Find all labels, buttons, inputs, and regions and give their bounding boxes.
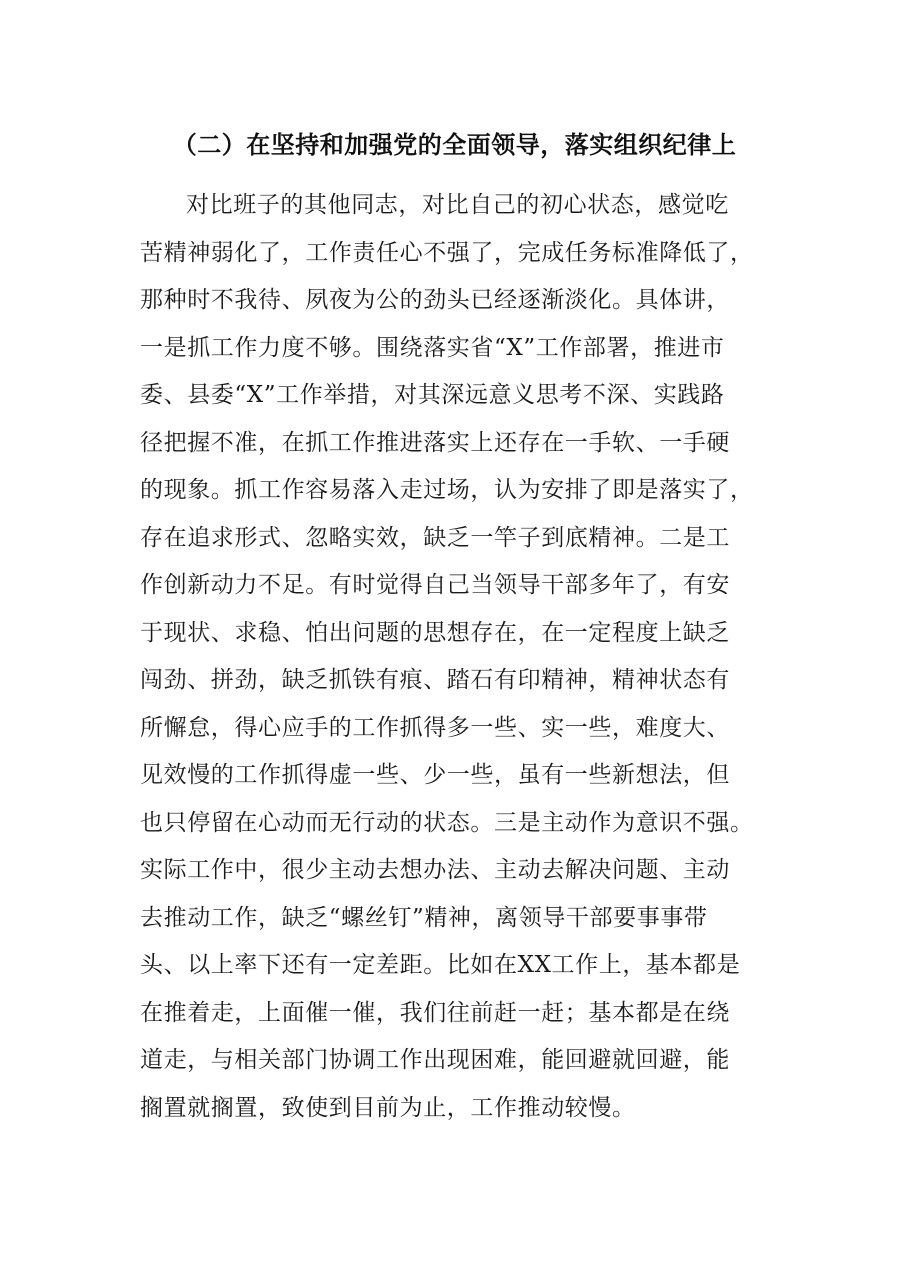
text-line: 径把握不准，在抓工作推进落实上还存在一手软、一手硬 (140, 429, 730, 456)
text-line: 头、以上率下还有一定差距。比如在XX工作上，基本都是 (140, 952, 741, 978)
text-line: 苦精神弱化了，工作责任心不强了，完成任务标准降低了， (140, 239, 754, 266)
text-line: 道走，与相关部门协调工作出现困难，能回避就回避，能 (140, 1047, 730, 1073)
text-line: 于现状、求稳、怕出问题的思想存在，在一定程度上缺乏 (140, 619, 730, 646)
text-line: 作创新动力不足。有时觉得自己当领导干部多年了，有安 (140, 572, 730, 598)
text-line: 委、县委“X”工作举措，对其深远意义思考不深、实践路 (140, 382, 725, 408)
text-line: 存在追求形式、忽略实效，缺乏一竿子到底精神。二是工 (140, 524, 730, 551)
body-paragraph (140, 182, 780, 1132)
text-line: 的现象。抓工作容易落入走过场，认为安排了即是落实了， (140, 477, 754, 503)
text-line: 一是抓工作力度不够。围绕落实省“X”工作部署，推进市 (140, 334, 725, 361)
text-line: 见效慢的工作抓得虚一些、少一些，虽有一些新想法，但 (140, 762, 730, 788)
text-line: 闯劲、拼劲，缺乏抓铁有痕、踏石有印精神，精神状态有 (140, 667, 730, 693)
text-line: 所懈怠，得心应手的工作抓得多一些、实一些，难度大、 (140, 714, 730, 741)
text-line: 对比班子的其他同志，对比自己的初心状态，感觉吃 (186, 192, 729, 218)
text-line: 去推动工作，缺乏“螺丝钉”精神，离领导干部要事事带 (140, 904, 708, 931)
text-line: 搁置就搁置，致使到目前为止，工作推动较慢。 (140, 1094, 636, 1121)
text-line: 实际工作中，很少主动去想办法、主动去解决问题、主动 (140, 857, 730, 883)
text-line: 那种时不我待、夙夜为公的劲头已经逐渐淡化。具体讲， (140, 287, 730, 313)
text-line: 也只停留在心动而无行动的状态。三是主动作为意识不强。 (140, 809, 754, 836)
section-heading: （二）在坚持和加强党的全面领导，落实组织纪律上 (172, 131, 737, 159)
text-line: 在推着走，上面催一催，我们往前赶一赶；基本都是在绕 (140, 999, 730, 1026)
